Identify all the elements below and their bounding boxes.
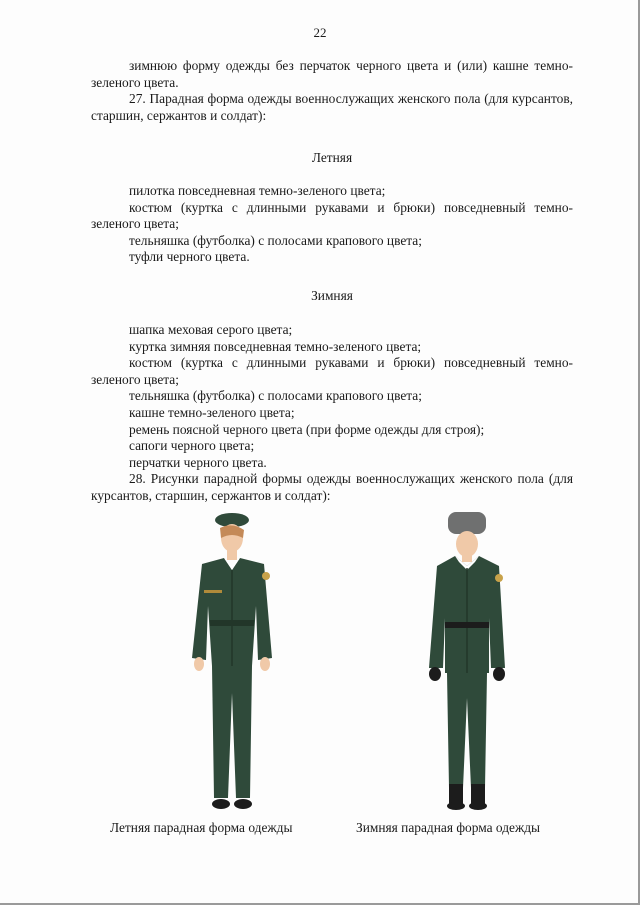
shoe: [212, 799, 230, 809]
trousers: [447, 673, 487, 788]
winter-item: костюм (куртка с длинными рукавами и брюки) повседневный темно-зеленого цвета;: [91, 355, 573, 387]
winter-uniform-figure: [415, 508, 525, 820]
winter-item: куртка зимняя повседневная темно-зеленого цвета;: [129, 338, 422, 354]
glove: [429, 667, 441, 681]
winter-list: [91, 322, 573, 505]
winter-item: тельняшка (футболка) с полосами крапового цвета;: [129, 388, 422, 404]
winter-item: перчатки черного цвета.: [129, 454, 267, 470]
fur-hat: [448, 512, 486, 534]
sleeve-patch: [495, 574, 503, 582]
winter-item: шапка меховая серого цвета;: [129, 322, 293, 337]
page-number: 22: [313, 25, 327, 40]
summer-list: [91, 183, 573, 266]
boot: [471, 784, 485, 804]
sleeve-patch: [262, 572, 270, 580]
summer-heading: Летняя: [311, 150, 353, 165]
summer-item: костюм (куртка с длинными рукавами и брюки) повседневный темно-зеленого цвета;: [91, 199, 573, 232]
summer-uniform-figure: [180, 508, 290, 820]
paragraph-top: зимнюю форму одежды без перчаток черного цвета и (или) кашне темно-зеленого цвета.: [91, 58, 573, 90]
paragraph-item-28: 28. Рисунки парадной формы одежды военнослужащих женского пола (для курсантов, старшин, сержантов и солдат):: [91, 471, 573, 503]
caption-winter: Зимняя парадная форма одежды: [356, 820, 541, 835]
winter-heading: Зимняя: [311, 288, 353, 303]
summer-item: пилотка повседневная темно-зеленого цвета;: [129, 183, 386, 198]
head: [456, 531, 478, 557]
belt: [445, 622, 489, 628]
summer-item: тельняшка (футболка) с полосами крапового цвета;: [129, 232, 422, 248]
winter-item: ремень поясной черного цвета (при форме одежды для строя);: [129, 421, 485, 437]
boot: [449, 784, 463, 804]
text-block: [91, 58, 573, 124]
glove: [493, 667, 505, 681]
caption-summer: Летняя парадная форма одежды: [110, 820, 293, 835]
shoe: [234, 799, 252, 809]
winter-item: сапоги черного цвета;: [129, 438, 255, 454]
summer-item: туфли черного цвета.: [129, 249, 250, 265]
trousers: [212, 666, 252, 798]
winter-item: кашне темно-зеленого цвета;: [129, 404, 295, 420]
paragraph-item-27: 27. Парадная форма одежды военнослужащих женского пола (для курсантов, старшин, сержантов и солдат):: [91, 91, 573, 123]
